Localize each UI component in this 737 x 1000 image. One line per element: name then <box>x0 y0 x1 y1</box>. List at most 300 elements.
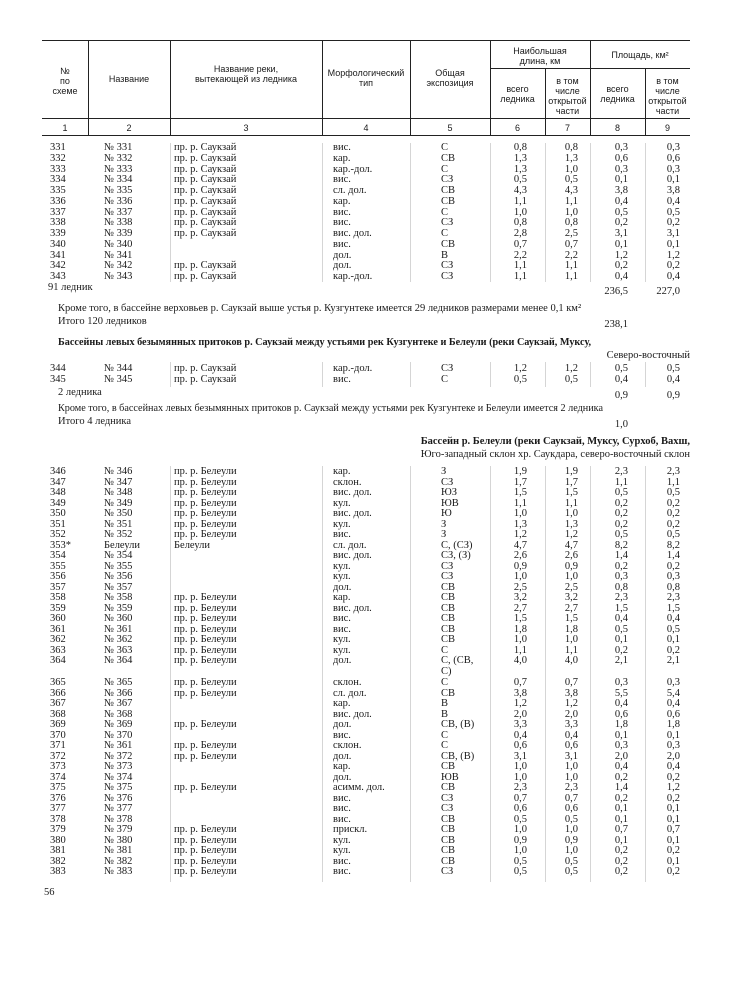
cell-glacier-name: № 348 <box>104 487 133 498</box>
cell-length-total: 2,7 <box>513 602 527 614</box>
cell-morph-type: кул. <box>333 845 351 856</box>
cell-glacier-name: № 342 <box>104 260 133 272</box>
cell-exposure: В <box>441 249 449 261</box>
cell-scheme-number: 371 <box>50 740 66 751</box>
cell-length-open: 0,8 <box>564 142 578 153</box>
cell-length-total: 1,0 <box>513 508 527 519</box>
cell-area-total: 0,3 <box>614 571 628 582</box>
cell-exposure: СВ <box>441 687 456 699</box>
header-morph-type: Морфологический тип <box>327 68 405 88</box>
cell-area-total: 1,2 <box>614 249 628 261</box>
cell-length-open: 0,9 <box>564 560 578 572</box>
cell-area-open: 5,4 <box>666 687 680 699</box>
cell-length-total: 1,1 <box>513 271 527 282</box>
cell-scheme-number: 377 <box>50 803 66 814</box>
cell-area-total: 0,8 <box>614 581 628 593</box>
cell-length-total: 1,1 <box>513 260 527 272</box>
cell-area-open: 0,4 <box>666 698 680 709</box>
cell-morph-type: кул. <box>333 497 351 509</box>
cell-exposure: С, (СЗ) <box>441 539 473 551</box>
header-divider-1 <box>88 40 89 135</box>
cell-glacier-name: № 378 <box>104 813 133 825</box>
cell-glacier-name: № 354 <box>104 550 133 561</box>
cell-glacier-name: № 345 <box>104 373 133 385</box>
cell-length-open: 1,0 <box>564 634 578 645</box>
cell-area-open: 1,4 <box>666 550 680 561</box>
cell-exposure: ЮЗ <box>441 487 458 498</box>
cell-scheme-number: 332 <box>50 152 66 164</box>
cell-morph-type: вис. <box>333 613 351 624</box>
cell-glacier-name: № 341 <box>104 249 133 261</box>
section1-area-open: 227,0 <box>656 286 680 297</box>
cell-exposure: СВ, (В) <box>441 719 475 730</box>
cell-morph-type: склон. <box>333 740 362 751</box>
cell-area-open: 2,3 <box>666 592 680 603</box>
cell-morph-type: вис. <box>333 803 351 814</box>
cell-length-open: 0,5 <box>564 813 578 825</box>
cell-scheme-number: 341 <box>50 249 66 261</box>
cell-exposure: СВ <box>441 782 456 793</box>
section3-heading: Бассейн р. Белеули (реки Саукзай, Муксу, Сурхоб, Вахш, <box>420 436 690 447</box>
cell-area-open: 0,4 <box>666 761 680 772</box>
cell-length-open: 1,9 <box>564 466 578 477</box>
cell-area-total: 3,1 <box>614 228 628 239</box>
cell-exposure: СВ <box>441 195 456 207</box>
cell-length-open: 4,3 <box>564 185 578 196</box>
cell-morph-type: вис. дол. <box>333 550 372 561</box>
cell-area-open: 0,2 <box>666 260 680 272</box>
cell-river-name: пр. р. Белеули <box>174 834 237 846</box>
cell-length-total: 4,3 <box>513 185 527 196</box>
cell-area-open: 0,2 <box>666 508 680 519</box>
cell-length-open: 2,5 <box>564 228 578 239</box>
cell-glacier-name: № 336 <box>104 195 133 207</box>
cell-length-open: 1,1 <box>564 271 578 282</box>
cell-length-open: 0,5 <box>564 855 578 867</box>
cell-exposure: СЗ, (З) <box>441 550 471 561</box>
header-river: Название реки, вытекающей из ледника <box>194 64 298 84</box>
cell-exposure: С <box>441 677 449 688</box>
cell-length-open: 3,1 <box>564 750 578 762</box>
cell-exposure: С <box>441 142 449 153</box>
cell-length-open: 1,2 <box>564 363 578 374</box>
cell-length-total: 1,7 <box>513 476 527 488</box>
cell-area-total: 0,5 <box>614 363 628 374</box>
cell-glacier-name: № 366 <box>104 687 133 699</box>
cell-morph-type: дол. <box>333 771 352 783</box>
cell-morph-type: вис. дол. <box>333 508 372 519</box>
cell-length-open: 0,7 <box>564 677 578 688</box>
header-exposure: Общая экспозиция <box>426 68 474 88</box>
cell-area-total: 0,3 <box>614 142 628 153</box>
cell-length-open: 1,0 <box>564 771 578 783</box>
cell-exposure: СВ <box>441 824 456 835</box>
cell-area-total: 0,4 <box>614 373 628 385</box>
cell-area-open: 0,5 <box>666 487 680 498</box>
cell-morph-type: вис. <box>333 142 351 153</box>
cell-area-open: 0,5 <box>666 529 680 540</box>
cell-glacier-name: № 369 <box>104 719 133 730</box>
cell-exposure: СЗ <box>441 174 454 186</box>
cell-glacier-name: № 375 <box>104 782 133 793</box>
cell-morph-type: вис. <box>333 373 351 385</box>
cell-scheme-number: 375 <box>50 782 66 793</box>
cell-length-total: 1,0 <box>513 824 527 835</box>
cell-glacier-name: Белеули <box>104 539 140 551</box>
cell-morph-type: вис. <box>333 866 351 877</box>
cell-morph-type: кар. <box>333 592 351 603</box>
cell-length-total: 0,5 <box>513 813 527 825</box>
cell-scheme-number: 348 <box>50 487 66 498</box>
cell-glacier-name: № 339 <box>104 228 133 239</box>
cell-glacier-name: № 337 <box>104 206 133 218</box>
cell-morph-type: кул. <box>333 518 351 530</box>
cell-exposure: С <box>441 206 449 218</box>
cell-glacier-name: № 382 <box>104 855 133 867</box>
cell-length-total: 0,5 <box>513 373 527 385</box>
cell-glacier-name: № 332 <box>104 152 133 164</box>
cell-area-open: 0,1 <box>666 729 680 741</box>
cell-area-total: 0,7 <box>614 824 628 835</box>
column-number-5: 5 <box>447 123 453 133</box>
cell-scheme-number: 376 <box>50 792 66 804</box>
cell-exposure: СВ <box>441 845 456 856</box>
column-rule <box>590 143 591 282</box>
cell-area-open: 0,1 <box>666 174 680 186</box>
cell-length-open: 2,3 <box>564 782 578 793</box>
cell-exposure: СВ <box>441 592 456 603</box>
cell-length-open: 1,0 <box>564 824 578 835</box>
cell-length-open: 1,1 <box>564 644 578 656</box>
cell-area-open: 0,5 <box>666 623 680 635</box>
cell-morph-type: склон. <box>333 476 362 488</box>
column-rule <box>490 143 491 282</box>
column-rule <box>410 362 411 387</box>
cell-exposure: СВ <box>441 602 456 614</box>
cell-length-total: 0,6 <box>513 803 527 814</box>
cell-river-name: пр. р. Белеули <box>174 634 237 645</box>
cell-length-open: 1,8 <box>564 623 578 635</box>
cell-river-name: пр. р. Белеули <box>174 845 237 856</box>
cell-morph-type: вис. дол. <box>333 487 372 498</box>
cell-area-total: 1,4 <box>614 550 628 561</box>
cell-area-total: 0,2 <box>614 217 628 229</box>
section2-area-total: 0,9 <box>614 390 628 401</box>
cell-scheme-number: 343 <box>50 271 66 282</box>
cell-scheme-number: 366 <box>50 687 66 699</box>
column-rule <box>545 362 546 387</box>
cell-length-open: 1,3 <box>564 152 578 164</box>
cell-length-total: 0,4 <box>513 729 527 741</box>
cell-scheme-number: 353* <box>50 539 71 551</box>
column-number-6: 6 <box>514 123 520 133</box>
cell-area-open: 0,2 <box>666 866 680 877</box>
cell-area-open: 2,3 <box>666 466 680 477</box>
cell-length-total: 2,6 <box>513 550 527 561</box>
column-rule <box>410 143 411 282</box>
cell-length-open: 1,1 <box>564 497 578 509</box>
cell-length-total: 0,8 <box>513 217 527 229</box>
cell-area-open: 0,3 <box>666 571 680 582</box>
cell-area-open: 1,8 <box>666 719 680 730</box>
cell-length-total: 1,0 <box>513 634 527 645</box>
cell-scheme-number: 372 <box>50 750 66 762</box>
cell-morph-type: кар.-дол. <box>333 271 373 282</box>
cell-morph-type: вис. <box>333 792 351 804</box>
cell-area-open: 0,3 <box>666 677 680 688</box>
cell-glacier-name: № 372 <box>104 750 133 762</box>
column-rule <box>645 466 646 882</box>
section1-note: Кроме того, в бассейне верховьев р. Саукзай выше устья р. Кузгунтеке имеется 29 ледников размерами менее 0,1 км² <box>58 303 582 314</box>
cell-river-name: пр. р. Белеули <box>174 529 237 540</box>
cell-scheme-number: 339 <box>50 228 66 239</box>
column-rule <box>645 362 646 387</box>
cell-area-total: 3,8 <box>614 185 628 196</box>
cell-scheme-number: 370 <box>50 729 66 741</box>
cell-length-total: 1,2 <box>513 698 527 709</box>
cell-area-total: 1,8 <box>614 719 628 730</box>
cell-length-open: 1,0 <box>564 163 578 175</box>
cell-morph-type: дол. <box>333 719 352 730</box>
cell-length-total: 1,2 <box>513 529 527 540</box>
cell-exposure: СЗ <box>441 363 454 374</box>
cell-length-total: 0,7 <box>513 238 527 250</box>
header-name: Название <box>108 74 150 84</box>
cell-length-open: 2,5 <box>564 581 578 593</box>
cell-length-total: 4,7 <box>513 539 527 551</box>
cell-morph-type: прискл. <box>333 824 368 835</box>
cell-area-open: 0,2 <box>666 644 680 656</box>
cell-morph-type: вис. дол. <box>333 228 372 239</box>
cell-morph-type: кул. <box>333 560 351 572</box>
cell-exposure: СВ, (В) <box>441 750 475 762</box>
cell-exposure: СВ <box>441 613 456 624</box>
column-rule <box>170 362 171 387</box>
cell-length-open: 0,9 <box>564 834 578 846</box>
cell-river-name: пр. р. Белеули <box>174 592 237 603</box>
cell-scheme-number: 350 <box>50 508 66 519</box>
cell-morph-type: вис. <box>333 529 351 540</box>
cell-exposure: З <box>441 529 447 540</box>
header-area-group: Площадь, км² <box>611 50 669 60</box>
cell-area-open: 0,1 <box>666 634 680 645</box>
cell-area-open: 0,4 <box>666 613 680 624</box>
cell-glacier-name: № 346 <box>104 466 133 477</box>
cell-area-open: 0,7 <box>666 824 680 835</box>
cell-scheme-number: 364 <box>50 655 66 666</box>
cell-area-total: 0,5 <box>614 206 628 218</box>
cell-glacier-name: № 377 <box>104 803 133 814</box>
cell-area-open: 0,4 <box>666 271 680 282</box>
cell-area-open: 1,5 <box>666 602 680 614</box>
cell-area-open: 0,4 <box>666 373 680 385</box>
cell-length-open: 0,5 <box>564 174 578 186</box>
cell-river-name: пр. р. Саукзай <box>174 206 237 218</box>
cell-morph-type: вис. <box>333 174 351 186</box>
cell-area-total: 0,2 <box>614 855 628 867</box>
cell-length-total: 1,5 <box>513 613 527 624</box>
column-number-4: 4 <box>363 123 369 133</box>
cell-scheme-number: 361 <box>50 623 66 635</box>
cell-scheme-number: 331 <box>50 142 66 153</box>
cell-length-total: 0,5 <box>513 855 527 867</box>
column-rule <box>170 466 171 882</box>
cell-glacier-name: № 352 <box>104 529 133 540</box>
cell-area-open: 0,8 <box>666 581 680 593</box>
cell-river-name: пр. р. Саукзай <box>174 163 237 175</box>
cell-length-total: 1,3 <box>513 518 527 530</box>
cell-river-name: пр. р. Белеули <box>174 866 237 877</box>
cell-length-open: 1,0 <box>564 761 578 772</box>
cell-length-total: 1,8 <box>513 623 527 635</box>
column-number-1: 1 <box>62 123 68 133</box>
cell-glacier-name: № 367 <box>104 698 133 709</box>
cell-morph-type: кар. <box>333 698 351 709</box>
cell-river-name: пр. р. Белеули <box>174 476 237 488</box>
cell-scheme-number: 382 <box>50 855 66 867</box>
cell-area-total: 0,2 <box>614 771 628 783</box>
cell-glacier-name: № 370 <box>104 729 133 741</box>
cell-length-open: 1,0 <box>564 571 578 582</box>
cell-length-total: 2,2 <box>513 249 527 261</box>
cell-glacier-name: № 340 <box>104 238 133 250</box>
cell-morph-type: вис. <box>333 623 351 635</box>
cell-length-total: 2,3 <box>513 782 527 793</box>
cell-length-open: 3,8 <box>564 687 578 699</box>
cell-area-total: 0,2 <box>614 260 628 272</box>
cell-glacier-name: № 361 <box>104 740 133 751</box>
cell-length-total: 1,1 <box>513 497 527 509</box>
header-bottom-rule <box>42 118 690 119</box>
cell-exposure: ЮВ <box>441 497 459 509</box>
cell-morph-type: дол. <box>333 655 352 666</box>
cell-scheme-number: 356 <box>50 571 66 582</box>
cell-length-open: 1,0 <box>564 508 578 519</box>
cell-area-total: 0,2 <box>614 866 628 877</box>
cell-exposure: В <box>441 698 449 709</box>
cell-area-total: 1,4 <box>614 782 628 793</box>
cell-area-total: 0,2 <box>614 845 628 856</box>
cell-area-total: 0,1 <box>614 174 628 186</box>
column-rule <box>170 143 171 282</box>
cell-glacier-name: № 374 <box>104 771 133 783</box>
cell-area-total: 0,4 <box>614 271 628 282</box>
cell-glacier-name: № 383 <box>104 866 133 877</box>
cell-scheme-number: 374 <box>50 771 66 783</box>
cell-length-open: 1,2 <box>564 529 578 540</box>
cell-exposure: С <box>441 740 449 751</box>
cell-area-total: 0,4 <box>614 698 628 709</box>
cell-exposure: СВ <box>441 581 456 593</box>
cell-river-name: пр. р. Белеули <box>174 687 237 699</box>
cell-scheme-number: 354 <box>50 550 66 561</box>
column-number-2: 2 <box>126 123 132 133</box>
cell-length-open: 3,3 <box>564 719 578 730</box>
column-rule <box>545 466 546 882</box>
cell-length-open: 1,1 <box>564 195 578 207</box>
cell-glacier-name: № 360 <box>104 613 133 624</box>
cell-river-name: пр. р. Саукзай <box>174 260 237 272</box>
cell-length-open: 1,7 <box>564 476 578 488</box>
cell-area-total: 2,3 <box>614 592 628 603</box>
cell-area-open: 0,2 <box>666 845 680 856</box>
cell-glacier-name: № 379 <box>104 824 133 835</box>
cell-scheme-number: 338 <box>50 217 66 229</box>
cell-morph-type: дол. <box>333 249 352 261</box>
header-scheme-number: № по схеме <box>52 66 78 96</box>
cell-length-total: 0,6 <box>513 740 527 751</box>
cell-scheme-number: 347 <box>50 476 66 488</box>
page-number: 56 <box>44 887 55 898</box>
cell-morph-type: вис. <box>333 217 351 229</box>
cell-length-total: 1,0 <box>513 761 527 772</box>
section2-note: Кроме того, в бассейнах левых безымянных притоков р. Саукзай между устьями рек Кузгунтеке и Белеули имеется 2 ледника <box>58 403 603 414</box>
cell-river-name: пр. р. Саукзай <box>174 271 237 282</box>
cell-length-open: 1,1 <box>564 260 578 272</box>
cell-scheme-number: 337 <box>50 206 66 218</box>
cell-glacier-name: № 331 <box>104 142 133 153</box>
section1-count: 91 ледник <box>48 282 93 293</box>
cell-river-name: пр. р. Саукзай <box>174 373 237 385</box>
cell-scheme-number: 381 <box>50 845 66 856</box>
cell-area-open: 8,2 <box>666 539 680 551</box>
section2-heading: Бассейны левых безымянных притоков р. Саукзай между устьями рек Кузгунтеке и Белеули (реки Саукзай, Муксу, <box>58 337 592 348</box>
cell-scheme-number: 357 <box>50 581 66 593</box>
cell-exposure: В <box>441 708 449 720</box>
cell-scheme-number: 334 <box>50 174 66 186</box>
cell-scheme-number: 362 <box>50 634 66 645</box>
cell-area-total: 5,5 <box>614 687 628 699</box>
cell-morph-type: кул. <box>333 634 351 645</box>
cell-length-total: 1,2 <box>513 363 527 374</box>
cell-length-total: 1,1 <box>513 195 527 207</box>
cell-exposure: СВ <box>441 634 456 645</box>
cell-exposure: З <box>441 518 447 530</box>
cell-morph-type: сл. дол. <box>333 185 367 196</box>
cell-river-name: пр. р. Белеули <box>174 855 237 867</box>
cell-area-open: 3,8 <box>666 185 680 196</box>
cell-morph-type: дол. <box>333 581 352 593</box>
cell-river-name: пр. р. Белеули <box>174 602 237 614</box>
cell-area-total: 0,2 <box>614 508 628 519</box>
cell-exposure: СВ <box>441 834 456 846</box>
cell-length-open: 3,2 <box>564 592 578 603</box>
cell-scheme-number: 342 <box>50 260 66 272</box>
header-divider-2 <box>170 40 171 135</box>
cell-length-open: 0,8 <box>564 217 578 229</box>
cell-river-name: пр. р. Белеули <box>174 508 237 519</box>
column-rule <box>490 362 491 387</box>
header-length-open: в том числе открытой части <box>548 76 587 116</box>
header-top-rule <box>42 40 690 41</box>
cell-glacier-name: № 364 <box>104 655 133 666</box>
cell-scheme-number: 352 <box>50 529 66 540</box>
cell-river-name: пр. р. Белеули <box>174 518 237 530</box>
cell-length-total: 1,9 <box>513 466 527 477</box>
cell-exposure: СВ <box>441 855 456 867</box>
cell-glacier-name: № 365 <box>104 677 133 688</box>
cell-river-name: пр. р. Белеули <box>174 655 237 666</box>
cell-river-name: пр. р. Саукзай <box>174 142 237 153</box>
cell-scheme-number: 367 <box>50 698 66 709</box>
cell-length-total: 0,9 <box>513 560 527 572</box>
section1-total-label: Итого 120 ледников <box>58 316 147 327</box>
cell-length-total: 1,1 <box>513 644 527 656</box>
cell-length-total: 3,2 <box>513 592 527 603</box>
cell-area-open: 0,4 <box>666 195 680 207</box>
cell-area-total: 0,1 <box>614 803 628 814</box>
section3-heading-line2: Юго-западный склон хр. Саукдара, северо-восточный склон <box>420 449 690 460</box>
